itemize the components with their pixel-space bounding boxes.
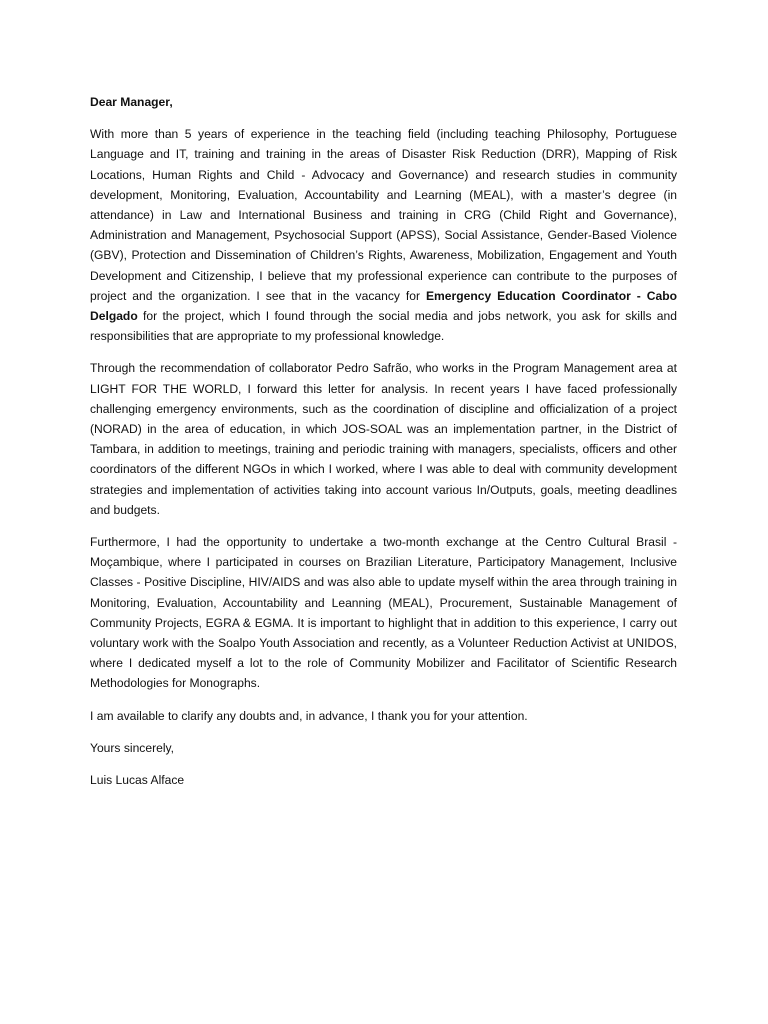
paragraph-recommendation: Through the recommendation of collaborator Pedro Safrão, who works in the Program Management area at LIGHT FOR THE WORLD, I forward this letter for analysis. In recent years I have faced professionally challenging emergency environments, such as the coordination of discipline and officialization of a project (NORAD) in the area of education, in which JOS-SOAL was an implementation partner, in the District of Tambara, in addition to meetings, training and periodic training with managers, specialists, officers and other coordinators of the different NGOs in which I worked, where I was able to deal with community development strategies and implementation of activities taking into account various In/Outputs, goals, meeting deadlines and budgets.: [90, 361, 677, 517]
paragraph-exchange: Furthermore, I had the opportunity to undertake a two-month exchange at the Centro Cultural Brasil - Moçambique, where I participated in courses on Brazilian Literature, Participatory Management, Inclusive Classes - Positive Discipline, HIV/AIDS and was also able to update myself within the area through training in Monitoring, Evaluation, Accountability and Leanning (MEAL), Procurement, Sustainable Management of Community Projects, EGRA & EGMA. It is important to highlight that in addition to this experience, I carry out voluntary work with the Soalpo Youth Association and recently, as a Volunteer Reduction Activist at UNIDOS, where I dedicated myself a lot to the role of Community Mobilizer and Facilitator of Scientific Research Methodologies for Monographs.: [90, 535, 677, 691]
cover-letter: [90, 92, 677, 802]
position-title: Emergency Education Coordinator - Cabo Delgado: [90, 288, 677, 324]
paragraph-experience-text-before: With more than 5 years of experience in the teaching field (including teaching Philosophy, Portuguese Language and IT, training and training in the areas of Disaster Risk Reduction (DRR), Mapping of Risk Locations, Human Rights and Child - Advocacy and Governance) and research studies in community development, Monitoring, Evaluation, Accountability and Learning (MEAL), with a master’s degree (in attendance) in Law and International Business and training in CRG (Child Right and Governance), Administration and Management, Psychosocial Support (APSS), Social Assistance, Gender-Based Violence (GBV), Protection and Dissemination of Children’s Rights, Awareness, Mobilization, Engagement and Youth Development and Citizenship, I believe that my professional experience can contribute to the purposes of project and the organization. I see that in the vacancy for: [90, 127, 677, 303]
signature-name: Luis Lucas Alface: [90, 773, 185, 788]
paragraph-availability: I am available to clarify any doubts and, in advance, I thank you for your attention.: [90, 708, 528, 723]
closing-phrase: Yours sincerely,: [90, 740, 175, 755]
paragraph-experience: [90, 124, 677, 346]
paragraph-experience-text-after: for the project, which I found through the social media and jobs network, you ask for skills and responsibilities that are appropriate to my professional knowledge.: [90, 309, 677, 344]
salutation: Dear Manager,: [90, 95, 173, 109]
